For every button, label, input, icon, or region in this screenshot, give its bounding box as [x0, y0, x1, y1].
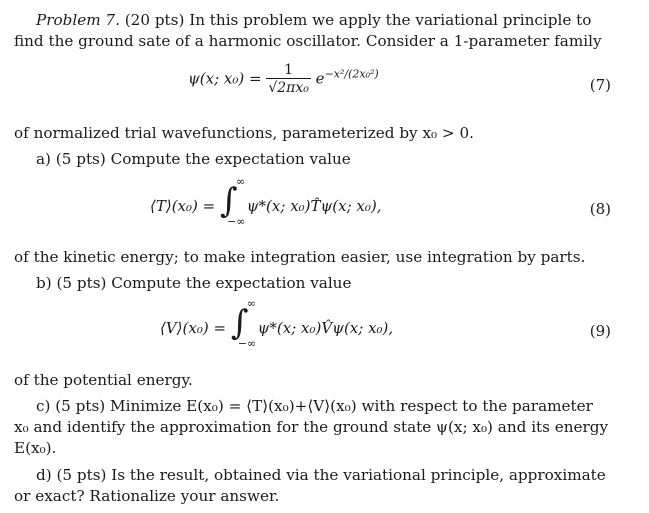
equation-7	[188, 62, 379, 97]
after-eq7: of normalized trial wavefunctions, parameterized by x₀ > 0.	[14, 124, 474, 142]
intro-line-1	[36, 10, 591, 30]
eq9-integral: ∫ ∞ −∞	[230, 297, 257, 350]
eq7-exp-base: e	[315, 69, 325, 88]
part-d-line-1: d) (5 pts) Is the result, obtained via the variational principle, approximate	[36, 466, 606, 484]
eq9-lower: −∞	[237, 337, 257, 350]
eq8-body: ψ*(x; x₀)T̂ψ(x; x₀),	[246, 197, 382, 215]
part-d-line-2: or exact? Rationalize your answer.	[14, 487, 280, 505]
eq9-number: (9)	[589, 322, 611, 340]
problem-title: Problem 7.	[36, 11, 120, 29]
part-a: a) (5 pts) Compute the expectation value	[36, 150, 351, 168]
intro-line-2: find the ground sate of a harmonic oscillator. Consider a 1-parameter family	[14, 32, 602, 50]
part-b: b) (5 pts) Compute the expectation value	[36, 274, 352, 292]
eq8-lower: −∞	[227, 215, 246, 228]
eq7-lhs: ψ(x; x₀) =	[188, 69, 262, 88]
part-c-line-2: x₀ and identify the approximation for the ground state ψ(x; x₀) and its energy	[14, 418, 609, 436]
eq8-upper: ∞	[236, 175, 246, 188]
after-eq8: of the kinetic energy; to make integration easier, use integration by parts.	[14, 248, 586, 266]
intro-text-1: (20 pts) In this problem we apply the variational principle to	[124, 11, 592, 29]
part-c-line-3: E(x₀).	[14, 439, 57, 457]
after-eq9: of the potential energy.	[14, 371, 193, 389]
eq7-frac-top: 1	[284, 62, 294, 78]
eq7-number: (7)	[589, 76, 611, 94]
part-c-line-1: c) (5 pts) Minimize E(x₀) = ⟨T⟩(x₀)+⟨V⟩(x₀) with respect to the parameter	[36, 397, 593, 415]
equation-8	[150, 175, 382, 228]
eq7-exp-sup: −x²/(2x₀²)	[324, 67, 379, 81]
eq8-number: (8)	[589, 200, 611, 218]
equation-9	[160, 297, 394, 350]
eq8-lhs: ⟨T⟩(x₀) =	[150, 197, 216, 215]
eq9-body: ψ*(x; x₀)V̂ψ(x; x₀),	[257, 319, 394, 337]
eq9-lhs: ⟨V⟩(x₀) =	[160, 319, 227, 337]
eq7-frac-bottom: √2πx₀	[268, 80, 309, 96]
eq8-integral: ∫ ∞ −∞	[220, 175, 246, 228]
eq9-upper: ∞	[246, 297, 257, 310]
eq7-fraction	[266, 62, 311, 97]
